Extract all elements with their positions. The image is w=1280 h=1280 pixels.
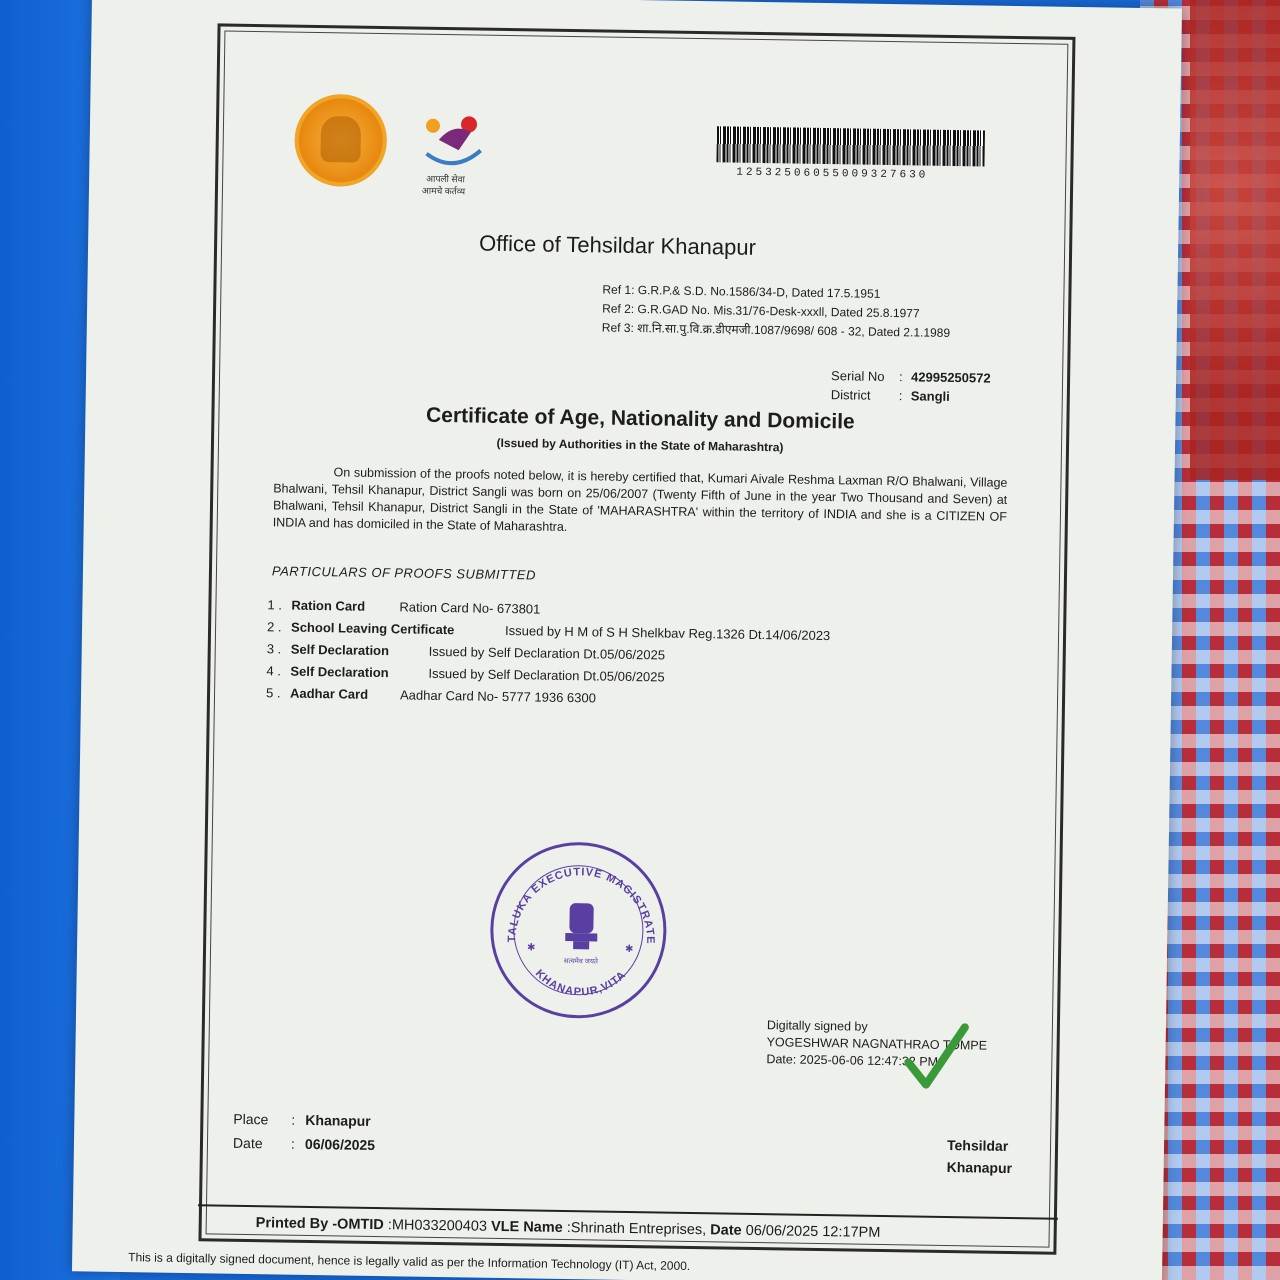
logo-line1: आपली सेवा	[426, 173, 465, 185]
tehsildar-place: Khanapur	[946, 1159, 1013, 1177]
district-value: Sangli	[910, 388, 950, 404]
vle-label: VLE Name	[490, 1218, 563, 1236]
district-label: District	[830, 387, 871, 403]
omtid-value: MH033200403	[391, 1217, 488, 1235]
list-item: 3 . Self Declaration Issued by Self Declaration Dt.05/06/2025	[266, 641, 666, 663]
certificate-border	[198, 23, 1075, 1254]
ref-2: Ref 2: G.R.GAD No. Mis.31/76-Desk-xxxll, Dated 25.8.1977	[602, 301, 920, 321]
ref-1: Ref 1: G.R.P.& S.D. No.1586/34-D, Dated 17.5.1951	[602, 282, 881, 301]
list-item: 2 . School Leaving Certificate Issued by H M of S H Shelkbav Reg.1326 Dt.14/06/2023	[266, 619, 831, 644]
place-date-block: Place : Khanapur Date : 06/06/2025	[233, 1107, 376, 1157]
stamp-top-text: TALUKA EXECUTIVE MAGISTRATE	[506, 866, 657, 945]
stamp-bottom-text: KHANAPUR,VITA	[532, 967, 629, 999]
place-label: Place	[233, 1110, 269, 1128]
barcode	[716, 126, 985, 166]
proofs-heading: PARTICULARS OF PROOFS SUBMITTED	[271, 563, 537, 583]
background-red-surface	[1190, 0, 1280, 480]
aaple-sarkar-logo	[418, 110, 489, 201]
vle-value: Shrinath Entreprises,	[570, 1220, 707, 1239]
svg-text:✱: ✱	[527, 942, 536, 954]
place-value: Khanapur	[305, 1111, 371, 1129]
certificate-subtitle: (Issued by Authorities in the State of Maharashtra)	[496, 435, 784, 455]
magistrate-stamp	[489, 841, 668, 1020]
certificate-body	[273, 463, 1008, 543]
printed-date-label: Date	[710, 1222, 742, 1239]
list-item: 5 . Aadhar Card Aadhar Card No- 5777 1936 6300	[265, 685, 597, 706]
serial-value: 42995250572	[910, 369, 991, 386]
printed-label: Printed By -OMTID	[255, 1215, 384, 1234]
barcode-number: 12532506055009327630	[736, 166, 929, 182]
tehsildar-title: Tehsildar	[946, 1137, 1009, 1154]
tehsildar-block	[947, 1134, 1013, 1179]
signature-line-2: YOGESHWAR NAGNATHRAO TOMPE	[766, 1035, 988, 1053]
list-item: 4 . Self Declaration Issued by Self Declaration Dt.05/06/2025	[266, 663, 665, 685]
serial-label: Serial No	[831, 368, 885, 384]
signature-valid-check-icon	[904, 1022, 969, 1098]
svg-text:✱: ✱	[624, 943, 634, 956]
proofs-list	[266, 597, 928, 717]
legal-footer: This is a digitally signed document, hence is legally valid as per the Information Technology (IT) Act, 2000.	[128, 1250, 691, 1273]
date-label: Date	[232, 1134, 263, 1152]
certificate-paper	[72, 0, 1182, 1280]
printed-by-line: Printed By -OMTID :MH033200403 VLE Name :Shrinath Entreprises, Date 06/06/2025 12:17PM	[255, 1215, 881, 1241]
logo-line2: आमचे कर्तव्य	[421, 185, 466, 197]
reference-list	[602, 280, 951, 342]
svg-text:KHANAPUR,VITA	[533, 967, 629, 999]
signature-line-1: Digitally signed by	[766, 1018, 868, 1034]
signature-line-3: Date: 2025-06-06 12:47:32 PM	[766, 1052, 939, 1069]
certificate-title: Certificate of Age, Nationality and Domicile	[425, 403, 855, 434]
certificate-body-text: On submission of the proofs noted below, it is hereby certified that, Kumari Aivale Reshma Laxman R/O Bhalwani, Village Bhalwani, Tehsil Khanapur, District Sangli was born on 25/06/2007 (Twenty Fifth of June in the year Two Thousand and Seven) at Bhalwani, Tehsil Khanapur, District Sangli in the State of 'MAHARASHTRA' within the territory of INDIA and she is a CITIZEN OF INDIA and has domiciled in the State of Maharashtra.	[272, 465, 1008, 534]
serial-block: Serial No : 42995250572 District : Sangli	[830, 368, 991, 404]
date-value: 06/06/2025	[304, 1135, 376, 1154]
ref-3: Ref 3: शा.नि.सा.पु.वि.क्र.डीएमजी.1087/9698/ 608 - 32, Dated 2.1.1989	[601, 320, 951, 340]
printed-date-value: 06/06/2025 12:17PM	[745, 1222, 881, 1241]
ashoka-emblem-icon	[565, 903, 598, 949]
list-item: 1 . Ration Card Ration Card No- 673801	[267, 597, 541, 617]
office-title: Office of Tehsildar Khanapur	[478, 230, 757, 260]
stamp-emblem-text: सत्यमेव जयते	[563, 957, 598, 966]
